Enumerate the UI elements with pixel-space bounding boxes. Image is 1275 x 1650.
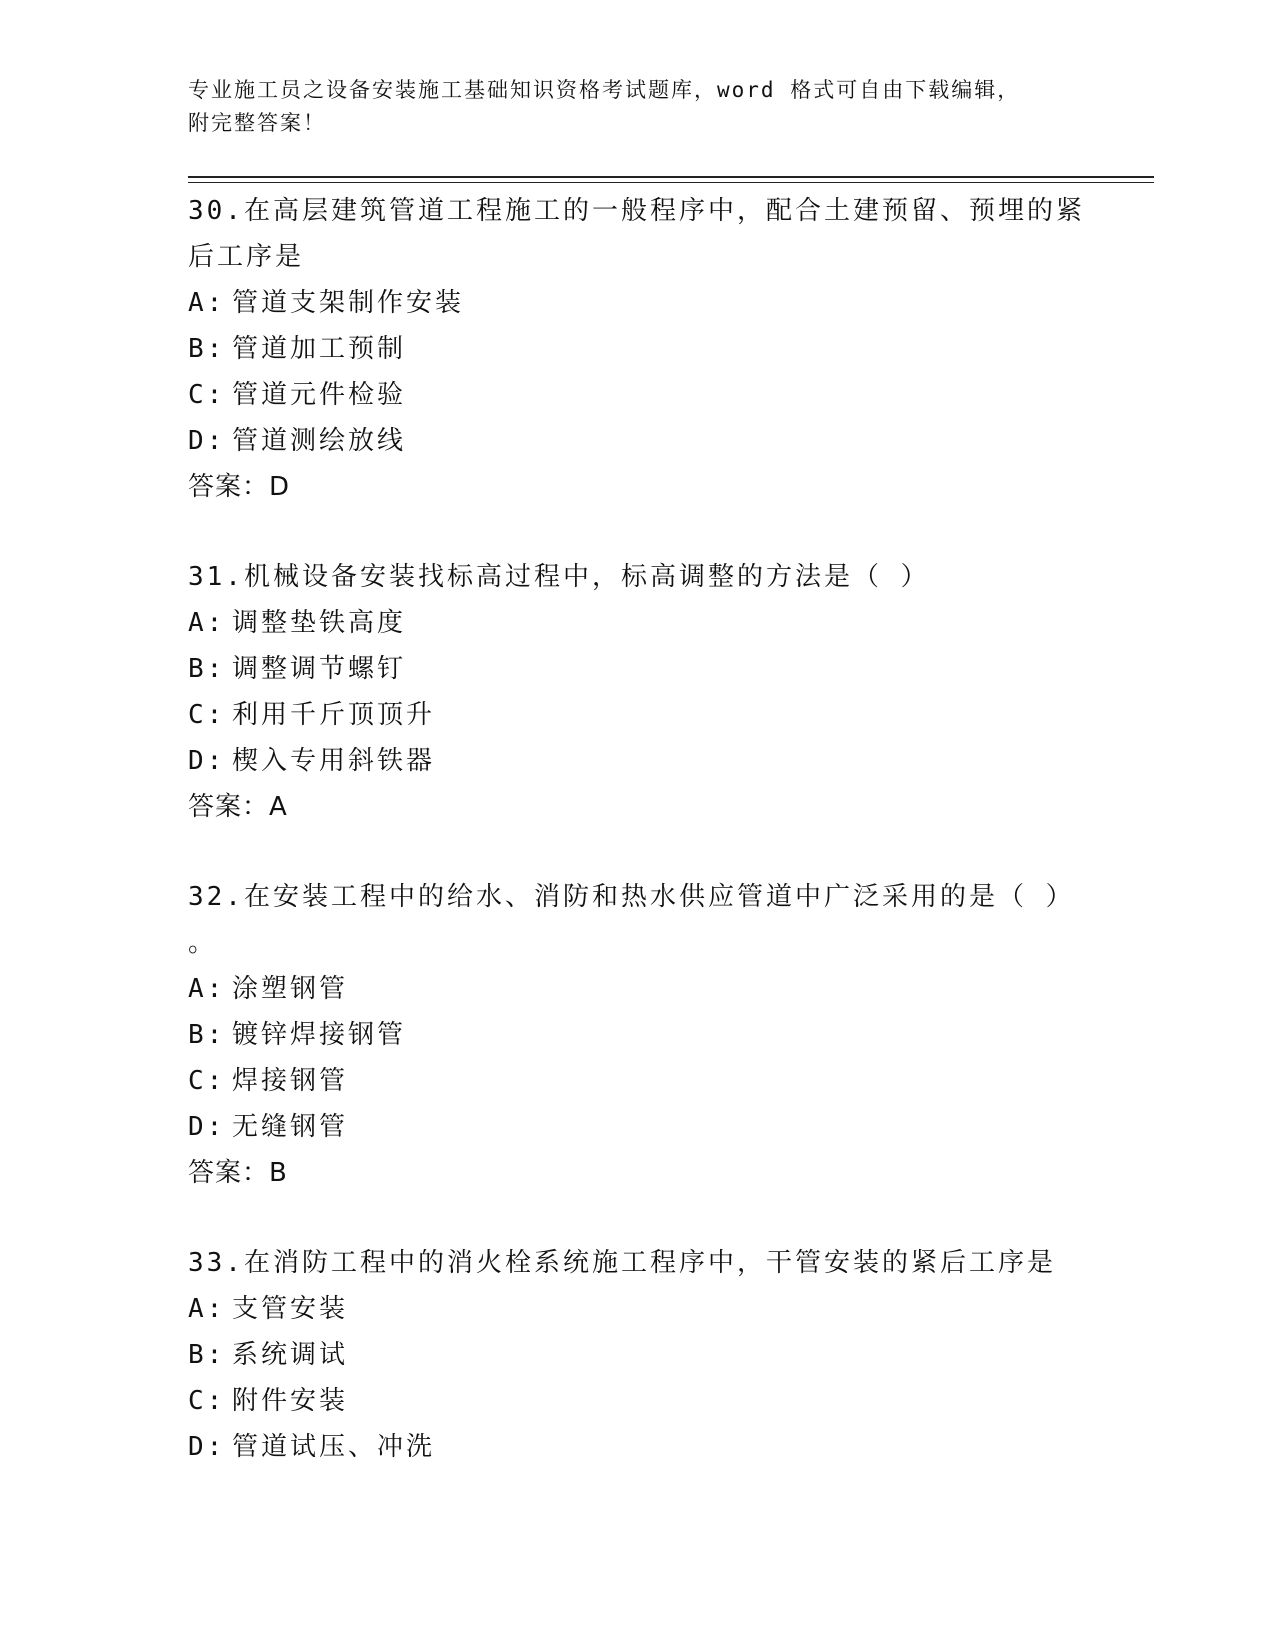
option-letter: D: bbox=[188, 1432, 226, 1462]
option-letter: B: bbox=[188, 1020, 226, 1050]
option-letter: C: bbox=[188, 1066, 226, 1096]
option-letter: A: bbox=[188, 288, 226, 318]
question-stem: 32.在安装工程中的给水、消防和热水供应管道中广泛采用的是（ ） bbox=[188, 882, 1075, 912]
option-item bbox=[188, 1012, 1088, 1058]
option-text: 管道测绘放线 bbox=[232, 426, 407, 456]
option-letter: C: bbox=[188, 700, 226, 730]
option-letter: D: bbox=[188, 1112, 226, 1142]
option-letter: D: bbox=[188, 746, 226, 776]
option-text: 支管安装 bbox=[232, 1294, 349, 1324]
question-stem: 33.在消防工程中的消火栓系统施工程序中，干管安装的紧后工序是 bbox=[188, 1248, 1056, 1278]
option-text: 管道支架制作安装 bbox=[232, 288, 465, 318]
option-letter: B: bbox=[188, 1340, 226, 1370]
option-text: 调整调节螺钉 bbox=[232, 654, 407, 684]
option-letter: C: bbox=[188, 380, 226, 410]
answer-line: 答案：A bbox=[188, 792, 288, 822]
option-item bbox=[188, 1332, 1088, 1378]
option-text: 镀锌焊接钢管 bbox=[232, 1020, 407, 1050]
option-letter: A: bbox=[188, 1294, 226, 1324]
option-text: 楔入专用斜铁器 bbox=[232, 746, 436, 776]
option-letter: A: bbox=[188, 974, 226, 1004]
question-stem: 30.在高层建筑管道工程施工的一般程序中，配合土建预留、预埋的紧 bbox=[188, 196, 1085, 226]
question-stem-continued: 后工序是 bbox=[188, 242, 305, 272]
option-text: 附件安装 bbox=[232, 1386, 349, 1416]
option-letter: D: bbox=[188, 426, 226, 456]
question-1 bbox=[188, 188, 1088, 510]
option-text: 管道元件检验 bbox=[232, 380, 407, 410]
option-item bbox=[188, 600, 1088, 646]
question-4 bbox=[188, 1240, 1088, 1470]
header-divider-thick bbox=[188, 176, 1154, 178]
option-item bbox=[188, 692, 1088, 738]
option-letter: C: bbox=[188, 1386, 226, 1416]
option-item bbox=[188, 418, 1088, 464]
header-divider-thin bbox=[188, 182, 1154, 183]
option-text: 涂塑钢管 bbox=[232, 974, 349, 1004]
question-stem-continued: 。 bbox=[188, 928, 218, 958]
header-line-1: 专业施工员之设备安装施工基础知识资格考试题库，word 格式可自由下载编辑， bbox=[188, 78, 1021, 102]
option-text: 利用千斤顶顶升 bbox=[232, 700, 436, 730]
option-text: 调整垫铁高度 bbox=[232, 608, 407, 638]
document-header bbox=[188, 74, 1088, 140]
option-item bbox=[188, 280, 1088, 326]
option-item bbox=[188, 738, 1088, 784]
option-text: 系统调试 bbox=[232, 1340, 349, 1370]
question-stem: 31.机械设备安装找标高过程中，标高调整的方法是（ ） bbox=[188, 562, 930, 592]
option-item bbox=[188, 1104, 1088, 1150]
option-item bbox=[188, 1378, 1088, 1424]
option-item bbox=[188, 326, 1088, 372]
option-item bbox=[188, 372, 1088, 418]
header-line-2: 附完整答案！ bbox=[188, 111, 326, 135]
answer-line: 答案：D bbox=[188, 472, 291, 502]
option-item bbox=[188, 1286, 1088, 1332]
option-item bbox=[188, 1424, 1088, 1470]
question-2 bbox=[188, 554, 1088, 830]
option-letter: B: bbox=[188, 654, 226, 684]
option-item bbox=[188, 966, 1088, 1012]
question-3 bbox=[188, 874, 1088, 1196]
option-letter: A: bbox=[188, 608, 226, 638]
option-text: 焊接钢管 bbox=[232, 1066, 349, 1096]
question-list bbox=[188, 188, 1088, 1514]
option-item bbox=[188, 1058, 1088, 1104]
option-text: 管道试压、冲洗 bbox=[232, 1432, 436, 1462]
option-item bbox=[188, 646, 1088, 692]
option-text: 管道加工预制 bbox=[232, 334, 407, 364]
option-text: 无缝钢管 bbox=[232, 1112, 349, 1142]
answer-line: 答案：B bbox=[188, 1158, 288, 1188]
option-letter: B: bbox=[188, 334, 226, 364]
